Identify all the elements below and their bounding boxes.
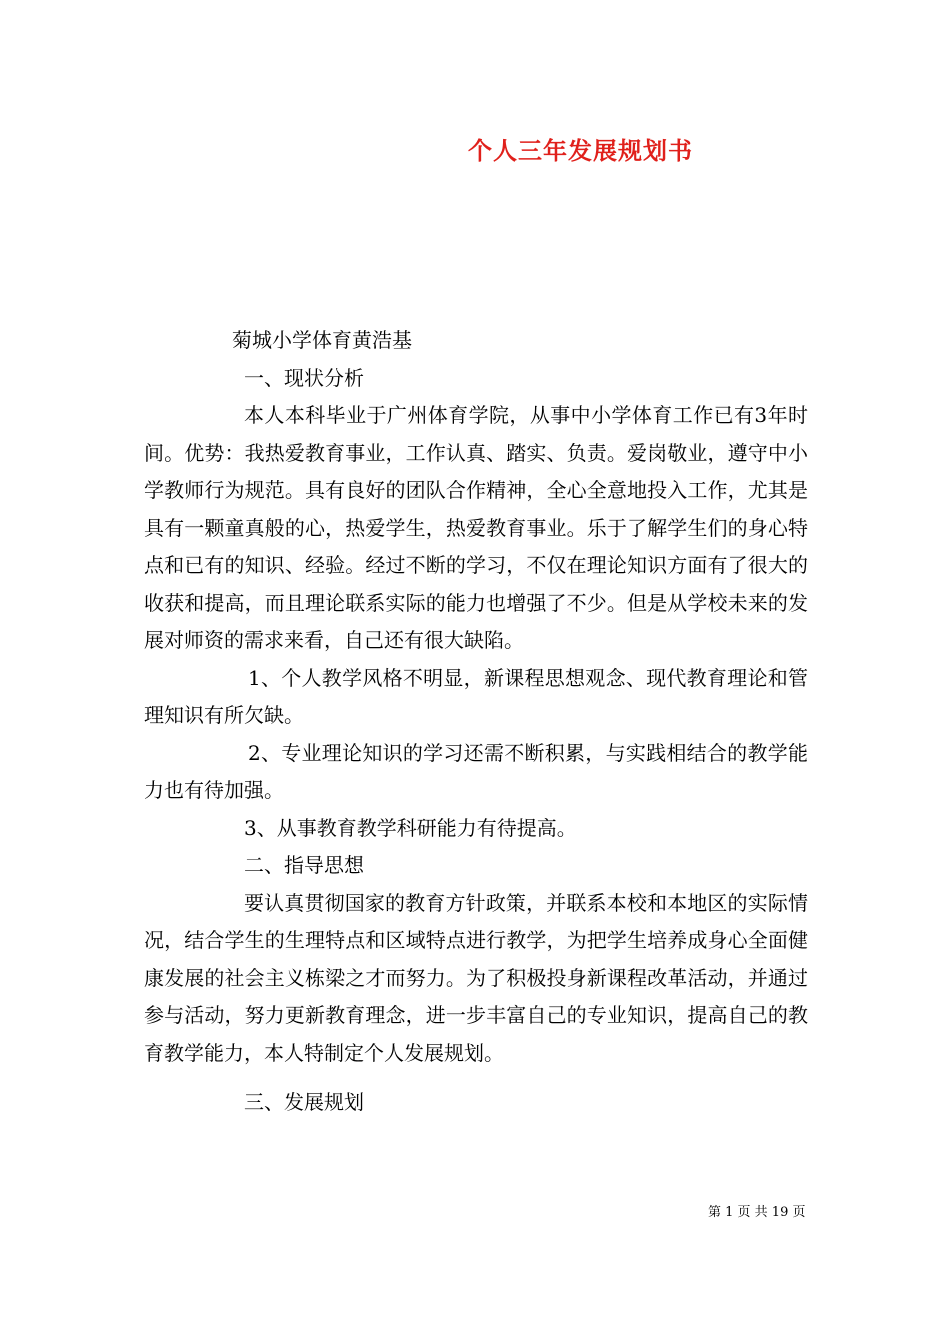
section-heading-guiding-thought: 二、指导思想 (244, 853, 364, 877)
list-item-2: 2、专业理论知识的学习还需不断积累，与实践相结合的教学能力也有待加强。 (144, 740, 808, 802)
section-heading-status-analysis: 一、现状分析 (244, 365, 364, 390)
paragraph-guiding-thought: 要认真贯彻国家的教育方针政策，并联系本校和本地区的实际情况，结合学生的生理特点和区域特点进行教学，为把学生培养成身心全面健康发展的社会主义栋梁之才而努力。为了积极投身新课程改革活动，并通过参与活动，努力更新教育理念，进一步丰富自己的专业知识，提高自己的教育教学能力，本人特制定个人发展规划。 (144, 890, 808, 1065)
list-item-3: 3、从事教育教学科研能力有待提高。 (244, 815, 577, 840)
section-heading-development-plan: 三、发展规划 (244, 1090, 364, 1114)
page-number-footer: 第 1 页 共 19 页 (708, 1205, 806, 1220)
author-line: 菊城小学体育黄浩基 (232, 328, 412, 352)
document-body (144, 322, 808, 1122)
paragraph-status-analysis: 本人本科毕业于广州体育学院，从事中小学体育工作已有3年时间。优势：我热爱教育事业，工作认真、踏实、负责。爱岗敬业，遵守中小学教师行为规范。具有良好的团队合作精神，全心全意地投入工作，尤其是具有一颗童真般的心，热爱学生，热爱教育事业。乐于了解学生们的身心特点和已有的知识、经验。经过不断的学习，不仅在理论知识方面有了很大的收获和提高，而且理论联系实际的能力也增强了不少。但是从学校未来的发展对师资的需求来看，自己还有很大缺陷。 (144, 403, 808, 652)
document-title: 个人三年发展规划书 (468, 136, 693, 165)
list-item-1: 1、个人教学风格不明显，新课程思想观念、现代教育理论和管理知识有所欠缺。 (144, 665, 808, 727)
